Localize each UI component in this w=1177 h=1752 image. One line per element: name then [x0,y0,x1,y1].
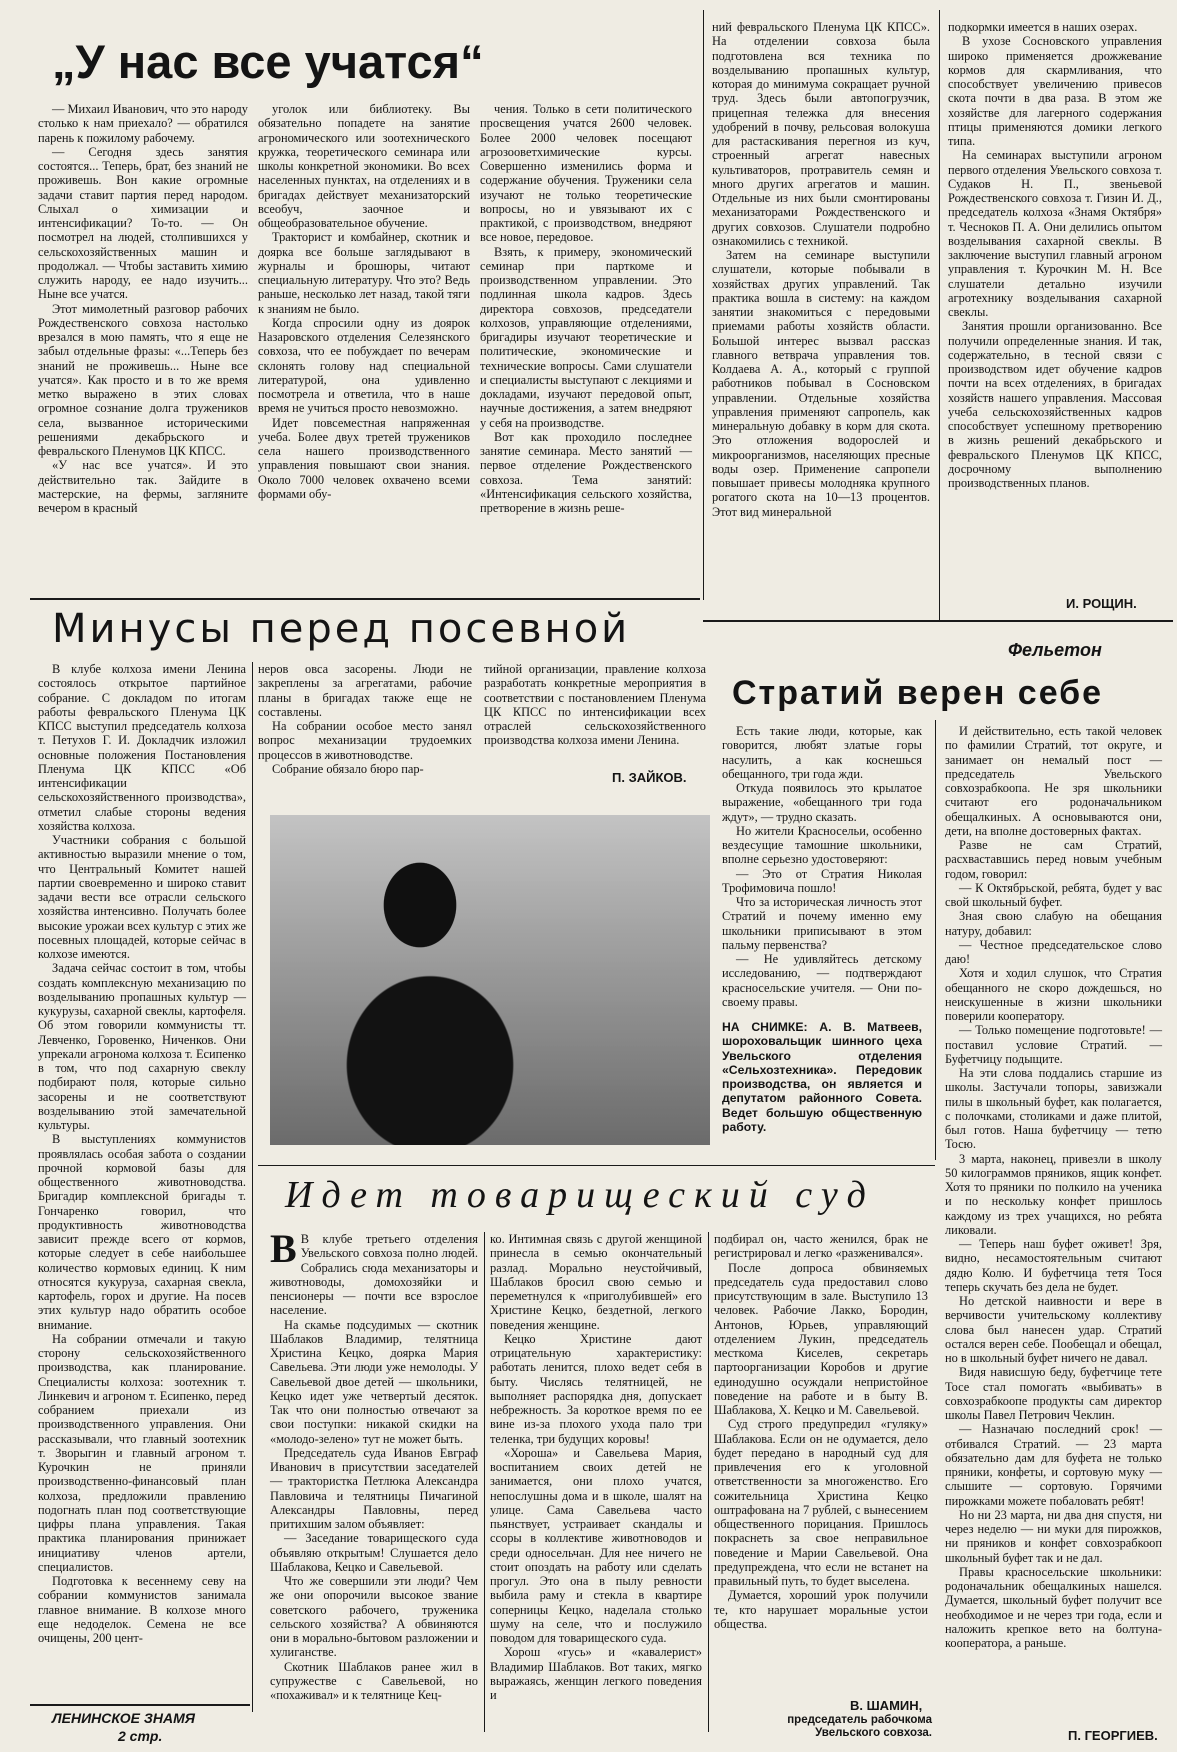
paragraph: В клубе колхоза имени Ленина состоялось открытое партийное собрание. С докладом по итогам работы февральского Пленума ЦК КПСС выступил председатель колхоза т. Петухов Г. И. Докладчик изложил основные положения Постановления Пленума ЦК КПСС «Об интенсификации сельскохозяйственного производства», отметил слабые стороны ведения хозяйства колхоза. [38,662,246,833]
caption-text: А. В. Матвеев, шороховальщик шинного цеха Увельского отделения «Сельхозтехника». Передовик производства, он является и депутатом районного Совета. Ведет большую общественную работу. [722,1020,922,1135]
article4-signature-role: председатель рабочкома Увельского совхоза. [787,1714,932,1739]
paragraph: — Не удивляйтесь детскому исследованию, — подтверждают красносельские учителя. — Они по-своему правы. [722,952,922,1009]
paragraph: — Честное председательское слово даю! [945,937,1162,966]
paragraph: Но детской наивности и вере в верчивости учительскому коллективу слова был нанесен удар. Стратий остался верен себе. Пообещал и обещал, но в школьный буфет ничего не давал. [945,1294,1162,1365]
paragraph: После допроса обвиняемых председатель суда предоставил слово присутствующим в зале. Выступило 13 человек. Рабочие Лакко, Бородин, Антонов, Юрьев, управляющий отделением Лукин, председатель месткома Киселев, секретарь партоорганизации Коробов и другие единодушно осуждали непристойное поведение на работе и в быту В. Шаблакова, Х. Кецко и М. Савельевой. [714,1260,928,1417]
caption-label: НА СНИМКЕ: [722,1020,808,1034]
paragraph: Откуда появилось это крылатое выражение, «обещанного три года ждут», — трудно сказать. [722,781,922,824]
paragraph: — Теперь наш буфет оживет! Зря, видно, несамостоятельным считают дядю Колю. И буфетчица тетя Тося теперь скучать без дела не будет. [945,1237,1162,1294]
paragraph: — Заседание товарищеского суда объявляю открытым! Слушается дело Шаблакова, Кецко и Савельевой. [270,1531,478,1574]
paragraph: В выступлениях коммунистов проявлялась особая забота о создании прочной кормовой базы для общественного животноводства. Бригадир комплексной бригады т. Гончаренко говорил, что продуктивность животноводства зависит прежде всего от кормов, которые следует в себе наибольшее количество кормовых единиц. К ним относятся кукуруза, сахарная свекла, картофель, горох и другие. На посев этих культур надо обратить особое внимание. [38,1132,246,1332]
article3-column-2 [945,724,1162,1724]
paragraph: И действительно, есть такой человек по фамилии Стратий, тот округе, и занимает он немалый пост — председатель Увельского совхозрабкоопа. Не зря школьники считают его родоначальником обещалкиных. А основываются они, дети, на вполне достоверных фактах. [945,724,1162,838]
paragraph: «У нас все учатся». И это действительно так. Зайдите в мастерские, на фермы, загляните вечером в красный [38,458,248,515]
paragraph: Видя нависшую беду, буфетчице тете Тосе стал помогать «выбивать» в совхозрабкоопе продукты сам директор школы Павел Петрович Чеклин. [945,1365,1162,1422]
photo-caption [722,1020,922,1150]
paragraph: Председатель суда Иванов Евграф Иванович в присутствии заседателей — трактористка Петлюка Александра Павловича и телятницы Пичагиной Александры Павловны, перед притихшим залом объявляет: [270,1445,478,1531]
paragraph: Кецко Христине дают отрицательную характеристику: работать ленится, плохо ведет себя в быту. Числясь телятницей, не выполняет распорядка дня, допускает небрежность. За короткое время по ее вине из-за плохого ухода пало три теленка, три будущих коровы! [490,1331,702,1446]
column-rule [252,662,253,1712]
article2-column-2 [258,662,472,790]
section-rule [258,1165,935,1166]
paragraph: чения. Только в сети политического просвещения учатся 2600 человек. Более 2000 человек посещают агрозооветхимические курсы. Совершенно изменились форма и содержание обучения. Труженики села изучают не только теоретические вопросы, но и увязывают их с практикой, с производством, внедряют все новое, передовое. [480,102,692,245]
column-rule [708,1232,709,1732]
article1-column-3 [480,102,692,576]
paragraph: Когда спросили одну из доярок Назаровского отделения Селезянского совхоза, что ее побуждает по вечерам склонять голову над специальной литературой, она удивленно посмотрела и ответила, что в наше время не учиться просто невозможно. [258,315,470,416]
paragraph: ний февральского Пленума ЦК КПСС». На отделении совхоза была подготовлена вся техника по возделыванию пропашных культур, которая до минимума сокращает ручной труд. Здесь были автопогрузчик, прицепная тележка для внесения удобрений в почву, рельсовая волокуша для растаскивания перегноя из куч, строенный агрегат навесных культиваторов, протравитель семян и много других агрегатов и машин. Отдельные из них были смонтированы механизаторами Рождественского и других совхозов. Слушатели подробно ознакомились с техникой. [712,20,930,248]
paragraph: Правы красносельские школьники: родоначальник обещалкиных нашелся. Думается, школьный буфет получит все необходимое и не через три года, если и наложить крепкое вето на болтуна-кооператора, а раньше. [945,1564,1162,1650]
article4-title: Идет товарищеский суд [285,1174,875,1216]
paragraph [270,1226,478,1318]
paragraph: Разве не сам Стратий, расхваставшись перед новым учебным годом, говорил: [945,838,1162,881]
paragraph: На собрании особое место занял вопрос механизации трудоемких процессов в животноводстве. [258,719,472,762]
article4-column-1 [270,1226,478,1732]
footer-rule [30,1704,250,1706]
paragraph: неров овса засорены. Люди не закреплены за агрегатами, рабочие планы в бригадах также еще не составлены. [258,662,472,719]
article2-signature: П. ЗАЙКОВ. [612,770,687,785]
paragraph: Что за историческая личность этот Стратий и почему именно ему школьники приписывают в этом пальму первенства? [722,895,922,952]
paragraph: Но жители Красносельи, особенно вездесущие тамошние школьники, вполне серьезно удостоверяют: [722,823,922,867]
paragraph: Хорош «гусь» и «кавалерист» Владимир Шаблаков. Вот таких, мягко выражаясь, женщин легкого поведения и [490,1645,702,1702]
article2-title: Минусы перед посевной [52,606,631,652]
paragraph: — Назначаю последний срок! — отбивался Стратий. — 23 марта обязательно дам для буфета не только пряники, конфеты, и сортовую муку — слышите — сортовую. Горячими пирожками можете побаловать ребят! [945,1422,1162,1508]
paragraph: Участники собрания с большой активностью выразили мнение о том, что Центральный Комитет нашей партии своевременно и широко ставит задачи вести все отрасли сельского хозяйства интенсивно. Получать более высокие урожаи всех культур с этих же посевных площадей, которые сейчас в колхозе имеются. [38,833,246,961]
paragraph: Вот как проходило последнее занятие семинара. Место занятий — первое отделение Рождественского совхоза. Тема занятий: «Интенсификация сельского хозяйства, претворение в жизнь реше- [480,429,692,515]
article2-column-1 [38,662,246,1645]
article3-signature: П. ГЕОРГИЕВ. [1068,1728,1158,1743]
article1-column-4 [712,20,930,615]
paragraph: — Сегодня здесь занятия состоятся... Теперь, брат, без знаний не проживешь. Вон какие огромные задачи ставит партия перед народом. Слыхал о химизации и интенсификации? То-то. — Он посмотрел на людей, столпившихся у сельскохозяйственных машин и продолжал. — Чтобы заставить химию служить народу, ее надо изучить... Ныне все учатся. [38,144,248,302]
column-rule [939,10,940,620]
paragraph: В ухозе Сосновского управления широко применяется дрожжевание кормов для скармливания, что способствует увеличению привесов скота почти в два раза. В этом же хозяйстве для лагерного содержания птицы применяются домики легкого типа. [948,34,1162,148]
paragraph: Собрание обязало бюро пар- [272,761,424,776]
paragraph: Есть такие люди, которые, как говорится, любят златые горы насулить, а как коснешься обещанного, три года жди. [722,724,922,781]
paragraph: Думается, хороший урок получили те, кто нарушает моральные устои общества. [714,1588,928,1631]
article1-column-5 [948,20,1162,592]
feuilleton-rubric: Фельетон [1008,640,1102,660]
paragraph: Занятия прошли организованно. Все получили определенные знания. И так, содержательно, в тесной связи с производством идет обучение кадров почти на всех отделениях, в бригадах хозяйств нашего управления. Массовая учеба сельскохозяйственных кадров способствует успешному претворению в жизнь решений декабрьского и февральского Пленумов ЦК КПСС, досрочному выполнению производственных планов. [948,319,1162,490]
article3-title: Стратий верен себе [732,674,1104,712]
article4-column-2 [490,1232,702,1732]
paragraph: Этот мимолетный разговор рабочих Рождественского совхоза настолько врезался в мою память, что я еще не забыл отдельные фразы: «...Теперь без знаний не проживешь... Ныне все учатся». Как просто и в то же время метко выражено в этих словах огромное сознание долга тружеников села, вызванное историческими решениями декабрьского и февральского Пленумов ЦК КПСС. [38,301,248,458]
paragraph: Идет повсеместная напряженная учеба. Более двух третей тружеников села нашего производственного управления повышают свои знания. Около 7000 человек охвачено всеми формами обу- [258,415,470,501]
paragraph: подкормки имеется в наших озерах. [948,20,1138,34]
article3-column-1 [722,724,922,1009]
paragraph: На собрании отмечали и такую сторону сельскохозяйственного производства, как планирование. Специалисты колхоза: зоотехник т. Линкевич и агроном т. Есипенко, перед собранием приехали из производственного управления. Они рассказывали, что главный зоотехник т. Зворыгин и главный агроном т. Курочкин не приняли производственно-финансовый план колхоза, предложили правлению подогнать план под соответствующие цифры плана управления. Такая практика планирования принижает инициативу членов артели, специалистов. [38,1331,246,1574]
article4-column-3 [714,1232,928,1694]
paragraph: Что же совершили эти люди? Чем же они опорочили высокое звание советского рабочего, труженика сельского хозяйства? А обвиняются они в морально-бытовом разложении и хулиганстве. [270,1574,478,1660]
paragraph: Затем на семинаре выступили слушатели, которые побывали в хозяйствах других управлений. Так практика вошла в систему: на каждом занятии знакомиться с передовыми приемами работы хозяйств области. Большой интерес вызвал рассказ главного ветврача управления тов. Колдаева А. А., который с группой работников побывал в Сосновском управлении. Отдельные хозяйства управления применяют сапропель, как минеральную добавку в корм для скота. Это отложения водорослей и микроорганизмов, населяющих пресные воды озер. Применение сапропели повышает привесы молодняка крупного рогатого скота на 10—13 процентов. Этот вид минеральной [712,248,930,519]
article1-signature: И. РОЩИН. [1066,596,1137,611]
article1-column-2 [258,102,470,576]
page-number: 2 стр. [118,1728,163,1744]
paragraph: — Михаил Иванович, что это народу столько к нам приехало? — обратился парень к пожилому рабочему. [38,102,248,145]
paragraph: Тракторист и комбайнер, скотник и доярка все больше заглядывают в журналы и брошюры, читают специальную литературу. Что это? Ведь раньше, несколько лет назад, такой тяги к знаниям не было. [258,230,470,316]
column-rule [935,720,936,1160]
article2-column-3 [484,662,706,762]
paragraph: Задача сейчас состоит в том, чтобы создать комплексную механизацию по возделыванию пропашных культур — кукурузы, сахарной свеклы, картофеля. Об этом говорили коммунисты тт. Левченко, Горовенко, Ниченков. Они упрекали агронома колхоза т. Есипенко в том, что под сахарную свеклу подбирают поля, которые сильно засорены и не соответствуют возделыванию этой замечательной культуры. [38,961,246,1132]
paragraph: ко. Интимная связь с другой женщиной принесла в семью окончательный разлад. Морально неустойчивый, Шаблаков бросил свою семью и переметнулся к «приголубившей» его Христине Кецко, бездетной, легкого поведения женщине. [490,1232,702,1332]
paragraph: На эти слова поддались старшие из школы. Застучали топоры, завизжали пилы в школьный буфет, как полагается, с полочками, столиками и даже плитой, был готов. Наша буфетчицу — тетю Тосю. [945,1066,1162,1152]
paragraph: Взять, к примеру, экономический семинар при парткоме и производственном управлении. Это подлинная школа кадров. Здесь директора совхозов, председатели колхозов, управляющие отделениями, бригадиры изучают теоретические и политические, экономические и технические вопросы. Сами слушатели и специалисты выступают с лекциями и докладами, изучают передовой опыт, научные достижения, а затем внедряют у себя на производстве. [480,244,692,430]
paragraph: — Только помещение подготовьте! — поставил условие Стратий. — Буфетчицу подыщите. [945,1023,1162,1066]
section-rule [30,598,700,600]
paragraph: Хотя и ходил слушок, что Стратия обещанного не скоро дождешься, но неискушенные в жизни школьники поверили кооператору. [945,966,1162,1023]
paragraph: Зная свою слабую на обещания натуру, добавил: [945,909,1162,938]
paragraph: Суд строго предупредил «гуляку» Шаблакова. Если он не одумается, дело будет передано в народный суд для привлечения его к уголовной ответственности за многоженство. Его сожительница Христина Кецко оштрафована на 7 рублей, с вынесением общественного порицания. Пришлось покраснеть за свое неправильное поведение и Марии Савельевой. Она предупреждена, что если не встанет на правильный путь, то будет выселена. [714,1417,928,1588]
article4-signature: В. ШАМИН, [850,1698,923,1713]
paragraph: Подготовка к весеннему севу на собрании коммунистов занимала главное внимание. В колхозе много еще недоделок. Семена не все очищены, 200 цент- [38,1574,246,1645]
column-rule [703,10,704,600]
paragraph: — Это от Стратия Николая Трофимовича пошло! [722,866,922,895]
paragraph: Скотник Шаблаков ранее жил в супружестве с Савельевой, но «похаживал» и к телятнице Кец- [270,1659,478,1702]
drop-cap: В [270,1226,297,1271]
article1-column-1 [38,102,248,576]
column-rule [484,1232,485,1732]
paragraph-text: В клубе третьего отделения Увельского совхоза полно людей. Собрались сюда механизаторы и животноводы, домохозяйки и пенсионеры — почти все взрослое население. [270,1232,478,1318]
paragraph: — К Октябрьской, ребята, будет у вас свой школьный буфет. [945,880,1162,909]
paragraph: 3 марта, наконец, привезли в школу 50 килограммов пряников, ящик конфет. Хотя то пряники по полкило на ученика и по нескольку конфет пришлось каждому из трех учащихся, но ребята ликовали. [945,1151,1162,1237]
paragraph: На скамье подсудимых — скотник Шаблаков Владимир, телятница Христина Кецко, доярка Мария Савельева. Эти люди уже немолоды. У Савельевой двое детей — школьники, Кецко идет уже четвертый десяток. Так что они полностью отвечают за свои поступки: никакой скидки на «молодо-зелено» тут не может быть. [270,1317,478,1446]
article1-title: „У нас все учатся“ [52,35,484,88]
newspaper-name: ЛЕНИНСКОЕ ЗНАМЯ [52,1710,195,1726]
paragraph: подбирал он, часто женился, брак не регистрировал и легко «разженивался». [714,1232,928,1261]
paragraph: Но ни 23 марта, ни два дня спустя, ни через неделю — ни муки для пирожков, ни пряников и конфет совхозрабкооп школьный буфет так и не дал. [945,1507,1162,1565]
photo [270,815,710,1145]
paragraph: «Хороша» и Савельева Мария, воспитанием своих детей не занимается, они плохо учатся, непослушны дома и в школе, шалят на улице. Сама Савельева часто пьянствует, устраивает скандалы и ссоры в коллективе животноводов и среди односельчан. Для нее ничего не стоит опоздать на работу или сделать прогул. Это она в пылу ревности выбила раму и стекла в квартире соперницы Кецко, наделала столько шуму на селе, что и послужило поводом для товарищеского суда. [490,1445,702,1645]
paragraph: На семинарах выступили агроном первого отделения Увельского совхоза т. Судаков Н. П., звеньевой Рождественского совхоза т. Гизин И. Д., председатель колхоза «Знамя Октября» т. Чесноков П. А. Они делились опытом возделывания сахарной свеклы. В заключение выступил главный агроном управления т. Курочкин М. Н. Все слушатели детально изучили агротехнику возделывания сахарной свеклы. [948,148,1162,319]
paragraph: тийной организации, правление колхоза разработать конкретные мероприятия в соответствии с постановлением Пленума ЦК КПСС по интенсификации всех отраслей сельскохозяйственного производства колхоза имени Ленина. [484,662,706,748]
paragraph: уголок или библиотеку. Вы обязательно попадете на занятие агрономического или зоотехнического кружка, теоретического семинара или школы конкретной экономики. Во всех населенных пунктах, на отделениях и в бригадах действует механизаторский всеобуч, заочное и общеобразовательное обучение. [258,102,470,230]
section-rule [703,620,1173,622]
